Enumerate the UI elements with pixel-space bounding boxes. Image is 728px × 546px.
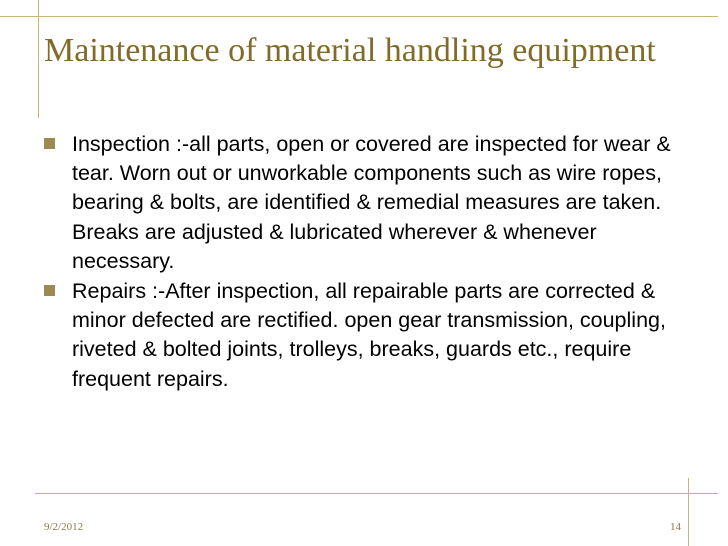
- left-frame-line: [38, 0, 39, 118]
- right-frame-line: [688, 478, 689, 546]
- footer-page-number: 14: [670, 521, 681, 533]
- bullet-item-inspection: [44, 130, 694, 276]
- bullet-text-inspection: Inspection :-all parts, open or covered are inspected for wear & tear. Worn out or unworkable components such as wire ropes, bearing & bolts, are identified & remedial measures are taken. Breaks are adjusted & lubricated wherever & whenever necessary.: [72, 132, 671, 273]
- top-frame-line: [0, 16, 718, 17]
- bullet-list: [44, 130, 694, 395]
- square-bullet-icon: [44, 285, 55, 296]
- bullet-text-repairs: Repairs :-After inspection, all repairable parts are corrected & minor defected are rectified. open gear transmission, coupling, riveted & bolted joints, trolleys, breaks, guards etc., require frequent repairs.: [72, 279, 666, 391]
- square-bullet-icon: [44, 138, 55, 149]
- bullet-item-repairs: [44, 277, 694, 394]
- footer-date: 9/2/2012: [44, 521, 84, 533]
- bottom-frame-line: [35, 493, 718, 494]
- slide-title: Maintenance of material handling equipment: [44, 32, 656, 69]
